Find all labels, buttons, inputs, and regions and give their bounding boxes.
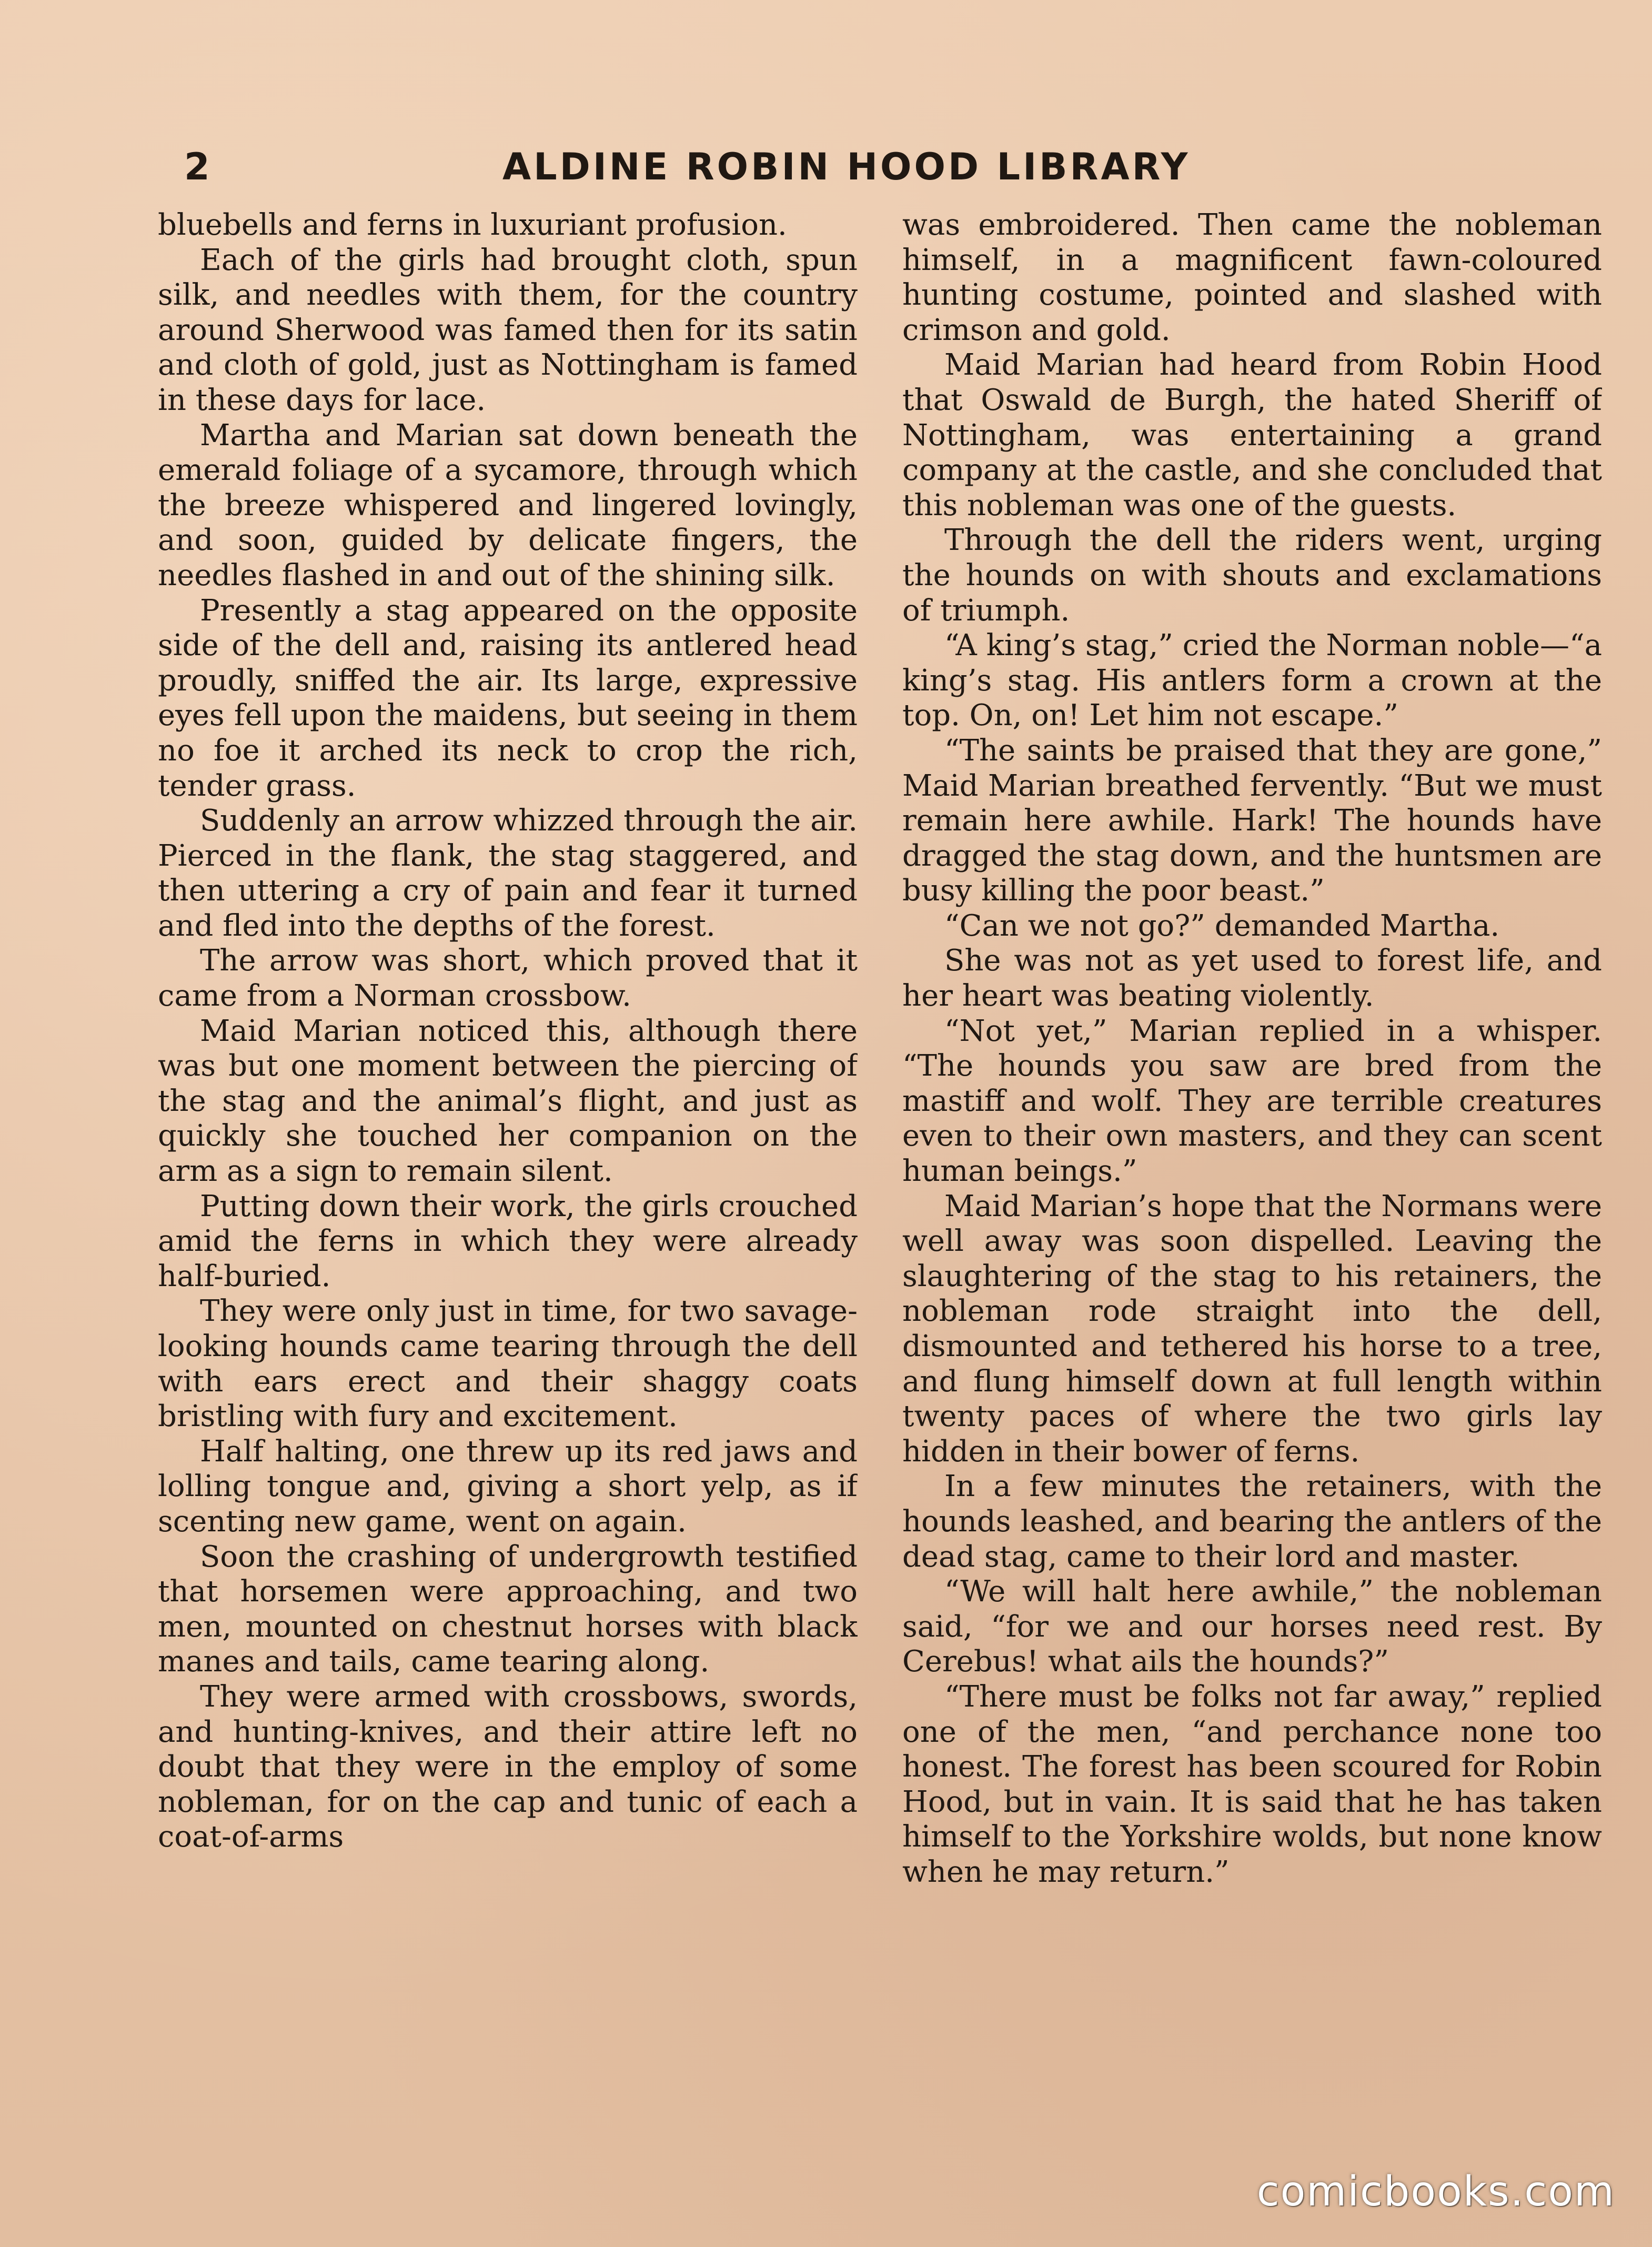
paragraph: Martha and Marian sat down beneath the emerald foliage of a sycamore, through which the breeze whispered and lingered lovingly, and soon, guided by delicate fingers, the needles flashed in and out of the shining silk. (158, 418, 858, 593)
page-number: 2 (184, 145, 210, 188)
paragraph: Presently a stag appeared on the opposite side of the dell and, raising its antlered head proudly, sniffed the air. Its large, expressive eyes fell upon the maidens, but seeing in them no foe it arched its neck to crop the rich, tender grass. (158, 593, 858, 803)
paragraph: “Can we not go?” demanded Martha. (944, 908, 1500, 943)
right-column (902, 208, 1602, 2197)
paragraph: “There must be folks not far away,” replied one of the men, “and perchance none too honest. The forest has been scoured for Robin Hood, but in vain. It is said that he has taken himself to the Yorkshire wolds, but none know when he may return.” (902, 1679, 1602, 1889)
paragraph: “Not yet,” Marian replied in a whisper. “The hounds you saw are bred from the mastiff and wolf. They are terrible creatures even to their own masters, and they can scent human beings.” (902, 1014, 1602, 1189)
running-title: ALDINE ROBIN HOOD LIBRARY (502, 145, 1191, 188)
left-column (158, 208, 858, 2197)
paragraph: Putting down their work, the girls crouched amid the ferns in which they were already half-buried. (158, 1189, 858, 1293)
paragraph: Maid Marian noticed this, although there was but one moment between the piercing of the stag and the animal’s flight, and just as quickly she touched her companion on the arm as a sign to remain silent. (158, 1014, 858, 1189)
watermark-logo: comicbooks.com (1256, 2168, 1615, 2215)
paragraph: Maid Marian’s hope that the Normans were well away was soon dispelled. Leaving the slaughtering of the stag to his retainers, the nobleman rode straight into the dell, dismounted and tethered his horse to a tree, and flung himself down at full length within twenty paces of where the two girls lay hidden in their bower of ferns. (902, 1189, 1602, 1469)
paragraph: Each of the girls had brought cloth, spun silk, and needles with them, for the country around Sherwood was famed then for its satin and cloth of gold, just as Nottingham is famed in these days for lace. (158, 243, 858, 417)
paragraph: Half halting, one threw up its red jaws and lolling tongue and, giving a short yelp, as if scenting new game, went on again. (158, 1434, 858, 1539)
paragraph: “A king’s stag,” cried the Norman noble—“a king’s stag. His antlers form a crown at the top. On, on! Let him not escape.” (902, 628, 1602, 733)
paragraph: “We will halt here awhile,” the nobleman said, “for we and our horses need rest. By Cerebus! what ails the hounds?” (902, 1574, 1602, 1679)
paragraph: The arrow was short, which proved that it came from a Norman crossbow. (158, 944, 858, 1014)
paragraph: was embroidered. Then came the nobleman himself, in a magnificent fawn-coloured hunting costume, pointed and slashed with crimson and gold. (902, 208, 1602, 347)
paragraph: In a few minutes the retainers, with the hounds leashed, and bearing the antlers of the dead stag, came to their lord and master. (902, 1469, 1602, 1574)
paragraph: bluebells and ferns in luxuriant profusion. (158, 208, 787, 242)
paragraph: Soon the crashing of undergrowth testified that horsemen were approaching, and two men, mounted on chestnut horses with black manes and tails, came tearing along. (158, 1539, 858, 1679)
paragraph: Suddenly an arrow whizzed through the air. Pierced in the flank, the stag staggered, and then uttering a cry of pain and fear it turned and fled into the depths of the forest. (158, 804, 858, 943)
paragraph: Through the dell the riders went, urging the hounds on with shouts and exclamations of triumph. (902, 523, 1602, 628)
paragraph: Maid Marian had heard from Robin Hood that Oswald de Burgh, the hated Sheriff of Nottingham, was entertaining a grand company at the castle, and she concluded that this nobleman was one of the guests. (902, 348, 1602, 523)
paragraph: They were armed with crossbows, swords, and hunting-knives, and their attire left no doubt that they were in the employ of some nobleman, for on the cap and tunic of each a coat-of-arms (158, 1679, 858, 1854)
running-header (158, 138, 1610, 196)
paragraph: They were only just in time, for two savage-looking hounds came tearing through the dell with ears erect and their shaggy coats bristling with fury and excitement. (158, 1294, 858, 1434)
paragraph: “The saints be praised that they are gone,” Maid Marian breathed fervently. “But we must remain here awhile. Hark! The hounds have dragged the stag down, and the huntsmen are busy killing the poor beast.” (902, 733, 1602, 908)
paragraph: She was not as yet used to forest life, and her heart was beating violently. (902, 944, 1602, 1014)
